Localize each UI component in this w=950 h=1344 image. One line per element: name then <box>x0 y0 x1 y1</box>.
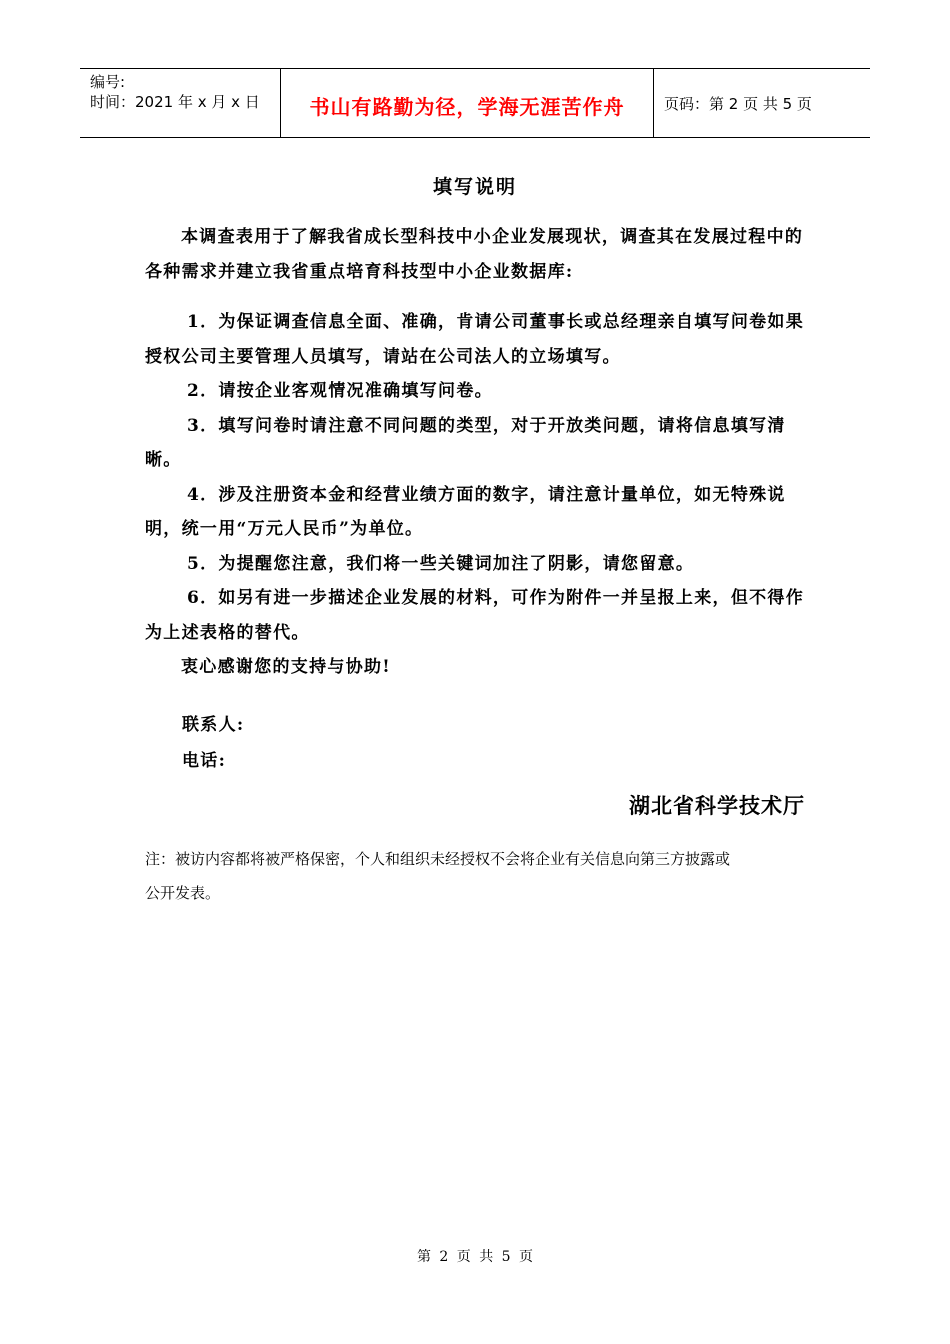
header-meta <box>80 69 281 137</box>
confidentiality-note <box>145 842 815 910</box>
instruction-item-2: 2．请按企业客观情况准确填写问卷。 <box>187 381 493 401</box>
instruction-item-4: 4．涉及注册资本金和经营业绩方面的数字，请注意计量单位，如无特殊说明，统一用“万元人民币”为单位。 <box>145 484 786 539</box>
header-table <box>80 68 870 138</box>
note-line-1: 注：被访内容都将被严格保密，个人和组织未经授权不会将企业有关信息向第三方披露或 <box>145 850 731 868</box>
document-title: 填写说明 <box>432 176 517 198</box>
thanks-line: 衷心感谢您的支持与协助! <box>181 657 392 677</box>
phone-label: 电话: <box>182 751 227 771</box>
header-page-info: 页码：第 2 页 共 5 页 <box>664 94 812 113</box>
header-time-label: 时间：2021 年 x 月 x 日 <box>90 93 260 111</box>
header-slogan-cell <box>281 69 654 137</box>
contact-label: 联系人: <box>182 715 245 735</box>
instruction-item-1: 1．为保证调查信息全面、准确，肯请公司董事长或总经理亲自填写问卷如果授权公司主要管理人员填写，请站在公司法人的立场填写。 <box>145 312 805 367</box>
instruction-item-6: 6．如另有进一步描述企业发展的材料，可作为附件一并呈报上来，但不得作为上述表格的替代。 <box>145 588 805 643</box>
note-line-2: 公开发表。 <box>145 884 221 902</box>
instruction-item-3: 3．填写问卷时请注意不同问题的类型，对于开放类问题，请将信息填写清晰。 <box>145 415 786 470</box>
header-number-label: 编号: <box>90 73 126 91</box>
instruction-item-5: 5．为提醒您注意，我们将一些关键词加注了阴影，请您留意。 <box>187 553 695 574</box>
organization-name: 湖北省科学技术厅 <box>629 794 805 818</box>
header-slogan: 书山有路勤为径，学海无涯苦作舟 <box>309 94 625 119</box>
instructions-body <box>145 220 810 685</box>
page-footer: 第 2 页 共 5 页 <box>416 1249 534 1265</box>
intro-paragraph: 本调查表用于了解我省成长型科技中小企业发展现状，调查其在发展过程中的各种需求并建立我省重点培育科技型中小企业数据库: <box>145 227 804 282</box>
